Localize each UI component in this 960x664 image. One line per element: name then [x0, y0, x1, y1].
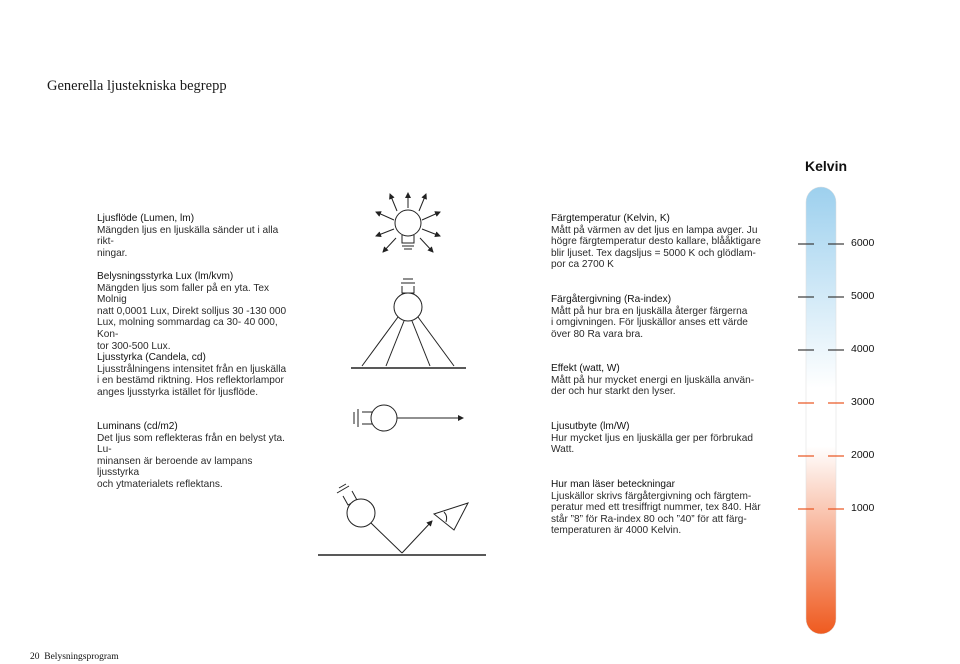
- kelvin-label: 2000: [851, 449, 875, 461]
- definition-body: Hur mycket ljus en ljuskälla ger per förbrukad Watt.: [551, 432, 753, 456]
- kelvin-label: 1000: [851, 502, 875, 514]
- kelvin-label: 6000: [851, 237, 875, 249]
- page-number: 20: [30, 652, 40, 662]
- definition-body: Det ljus som reflekteras från en belyst yta. Lu- minansen är beroende av lampans ljusstyrka och ytmaterialets reflektans.: [97, 432, 285, 490]
- definition-body: Mått på hur bra en ljuskälla återger färgerna i omgivningen. För ljuskällor anses ett värde över 80 Ra vara bra.: [551, 305, 748, 340]
- kelvin-label: 4000: [851, 343, 875, 355]
- definition-body: Ljusstrålningens intensitet från en ljuskälla i en bestämd riktning. Hos reflektorlampor anges ljusstyrka istället för ljusflöde.: [97, 363, 287, 398]
- definition-heading: Belysningsstyrka Lux (lm/kvm): [97, 271, 234, 282]
- kelvin-scale-title: Kelvin: [805, 158, 848, 174]
- color-temperature-bar: [806, 187, 836, 634]
- definition-body: Mått på värmen av det ljus en lampa avger. Ju högre färgtemperatur desto kallare, blååktigare blir ljuset. Tex dagsljus = 5000 K och glödlam- por ca 2700 K: [551, 224, 761, 271]
- definition-heading: Färgåtergivning (Ra-index): [551, 294, 672, 305]
- definition-heading: Ljusflöde (Lumen, lm): [97, 213, 195, 224]
- definition-heading: Hur man läser beteckningar: [551, 479, 675, 490]
- footer-section: Belysningsprogram: [44, 652, 119, 662]
- page-title: Generella ljustekniska begrepp: [47, 78, 227, 94]
- kelvin-label: 3000: [851, 396, 875, 408]
- definition-heading: Effekt (watt, W): [551, 363, 620, 374]
- definition-body: Mängden ljus som faller på en yta. Tex Molnig natt 0,0001 Lux, Direkt solljus 30 -130 000 Lux, molning sommardag ca 30- 40 000, Kon- tor 300-500 Lux.: [97, 282, 287, 352]
- definition-heading: Ljusutbyte (lm/W): [551, 421, 630, 432]
- definition-heading: Ljusstyrka (Candela, cd): [97, 352, 206, 363]
- kelvin-label: 5000: [851, 290, 875, 302]
- definition-body: Mått på hur mycket energi en ljuskälla använ- der och hur starkt den lyser.: [551, 374, 755, 398]
- definition-body: Mängden ljus en ljuskälla sänder ut i alla rikt- ningar.: [97, 224, 279, 259]
- definition-heading: Färgtemperatur (Kelvin, K): [551, 213, 670, 224]
- page-footer: [30, 652, 119, 662]
- definition-heading: Luminans (cd/m2): [97, 421, 178, 432]
- definition-body: Ljuskällor skrivs färgåtergivning och färgtem- peratur med ett tresiffrigt nummer, tex 840. Här står ”8” för Ra-index 80 och ”40” för att färg- temperaturen är 4000 Kelvin.: [551, 490, 761, 537]
